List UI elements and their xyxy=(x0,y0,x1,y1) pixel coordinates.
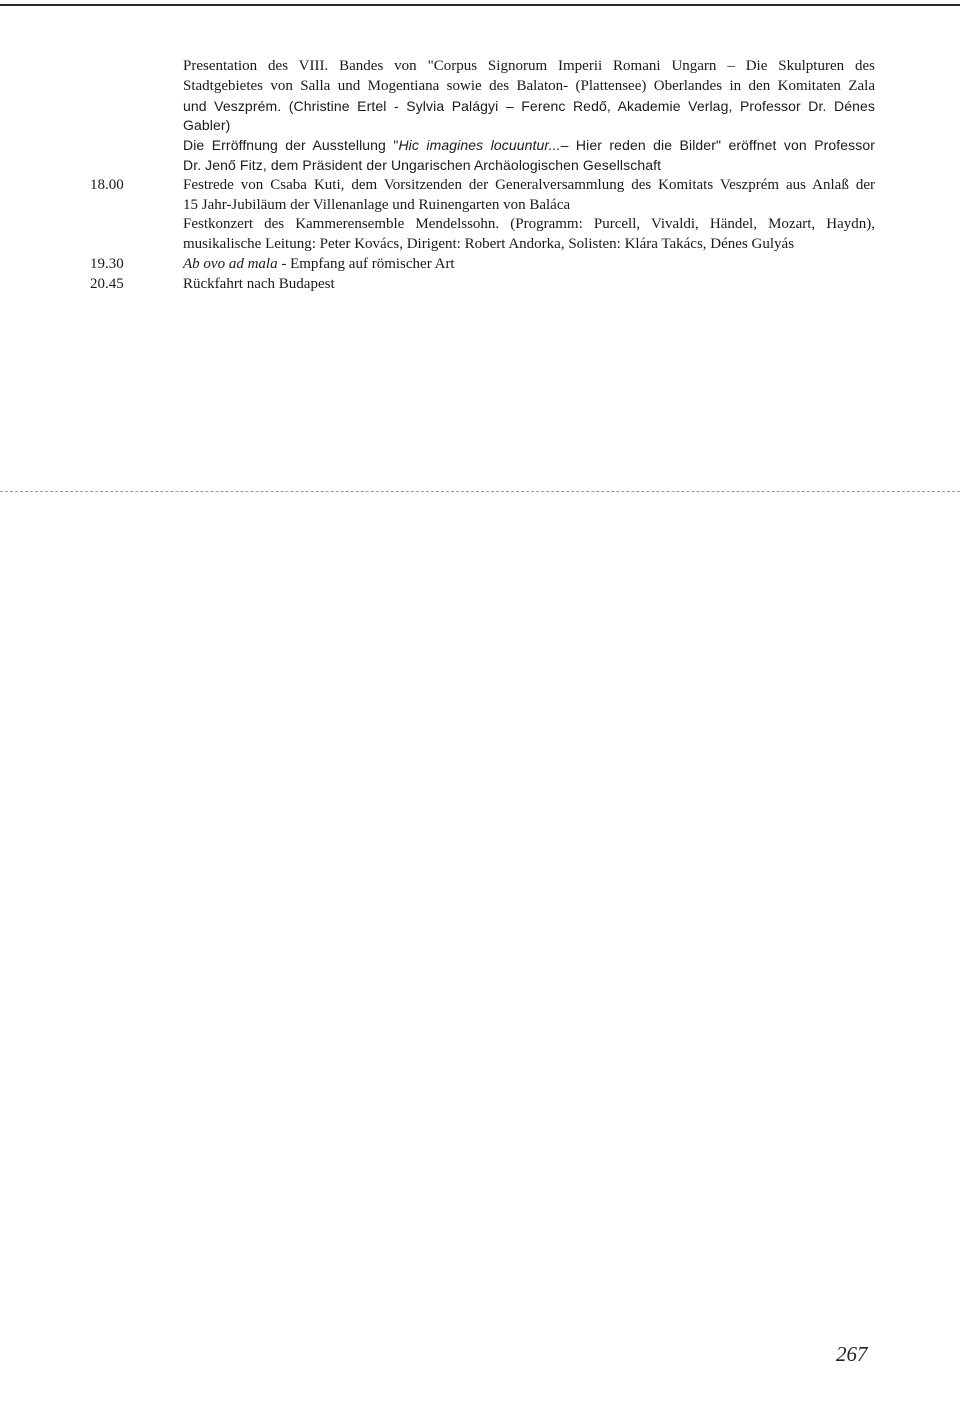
program-entry-presentation xyxy=(0,57,960,136)
entry-line: 15 Jahr-Jubiläum der Villenanlage und Ruinengarten von Baláca xyxy=(183,196,571,213)
entry-line: Festkonzert des Kammerensemble Mendelssohn. (Programm: Purcell, Vivaldi, Händel, Mozart, Haydn), xyxy=(183,216,875,233)
program-entry-2045 xyxy=(0,275,960,295)
entry-line: Rückfahrt nach Budapest xyxy=(183,275,335,292)
entry-line: Gabler) xyxy=(183,117,231,134)
reception-title: Ab ovo ad mala xyxy=(183,255,278,272)
program-entry-1800 xyxy=(0,176,960,255)
exhibition-title: Hic imagines locuuntur... xyxy=(398,137,561,154)
entry-line: und Veszprém. (Christine Ertel - Sylvia Palágyi – Ferenc Redő, Akademie Verlag, Professor Dr. Dénes xyxy=(183,97,875,114)
entry-line xyxy=(183,255,875,275)
entry-text: – Hier reden die Bilder" eröffnet von Professor xyxy=(560,137,876,154)
program-list xyxy=(0,57,960,295)
page-number: 267 xyxy=(836,1342,868,1366)
entry-text: - Empfang auf römischer Art xyxy=(277,255,455,272)
separator-line xyxy=(0,491,960,492)
entry-line: Presentation des VIII. Bandes von "Corpus Signorum Imperii Romani Ungarn – Die Skulpturen des xyxy=(183,58,875,74)
entry-line: Stadtgebietes von Salla und Mogentiana sowie des Balaton- (Plattensee) Oberlandes in den Komitaten Zala xyxy=(183,77,875,94)
entry-time: 18.00 xyxy=(90,176,124,193)
program-entry-1930 xyxy=(0,255,960,275)
program-entry-exhibition xyxy=(0,136,960,176)
entry-line: Dr. Jenő Fitz, dem Präsident der Ungarischen Archäologischen Gesellschaft xyxy=(183,156,662,173)
entry-time: 19.30 xyxy=(90,255,124,272)
entry-time: 20.45 xyxy=(90,275,124,292)
top-rule xyxy=(0,4,960,6)
entry-line: Festrede von Csaba Kuti, dem Vorsitzenden der Generalversammlung des Komitats Veszprém aus Anlaß der xyxy=(183,176,875,193)
entry-line: musikalische Leitung: Peter Kovács, Dirigent: Robert Andorka, Solisten: Klára Takács, Dénes Gulyás xyxy=(183,236,795,253)
entry-line xyxy=(183,136,875,156)
entry-text: Die Erröffnung der Ausstellung " xyxy=(183,137,399,154)
